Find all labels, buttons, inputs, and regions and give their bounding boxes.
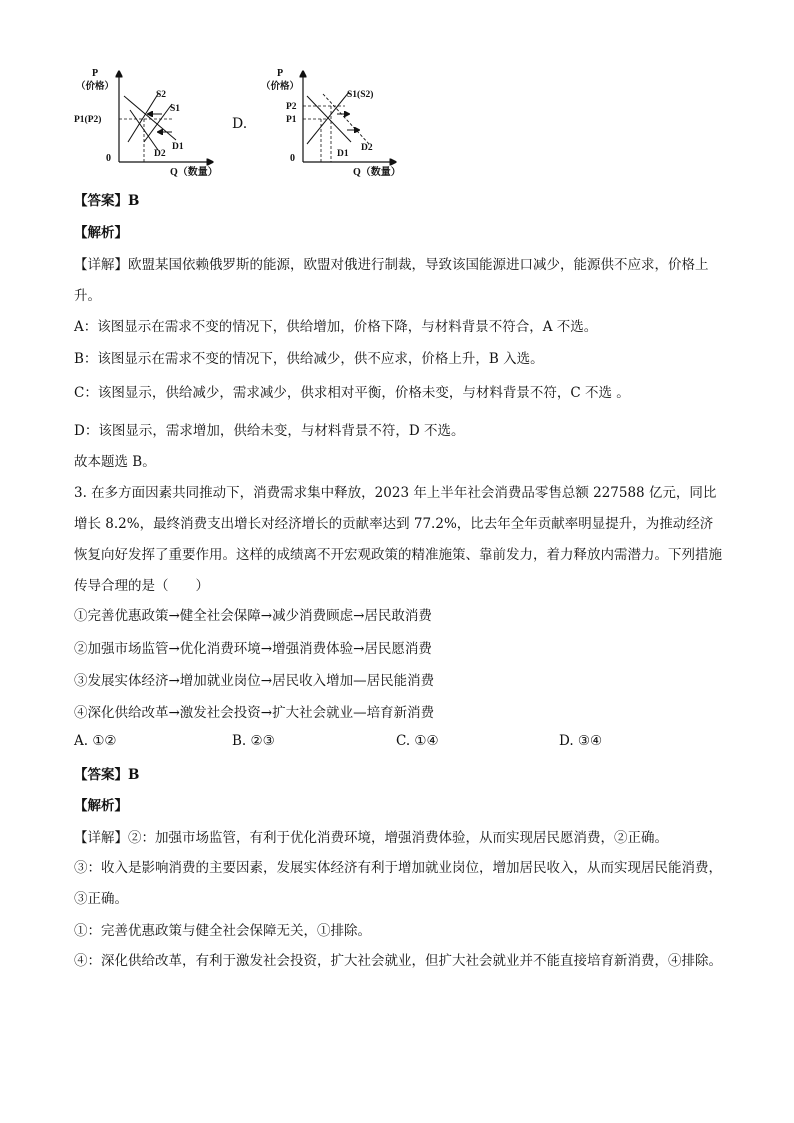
q3-options-row (74, 733, 724, 753)
label-s2: S2 (156, 90, 167, 100)
q2-option-a: A：该图显示在需求不变的情况下，供给增加，价格下降，与材料背景不符合，A 不选。 (74, 319, 598, 335)
price-low-label: P1 (286, 115, 297, 125)
q3-stem: 3. 在多方面因素共同推动下，消费需求集中释放，2023 年上半年社会消费品零售总额 227588 亿元，同比增长 8.2%，最终消费支出增长对经济增长的贡献率达到 77.2%，比去年全年贡献率明显提升，为推动经济恢复向好发挥了重要作用。这样的成绩离不开宏观政策的精准施策、靠前发力，着力释放内需潜力。下列措施传导合理的是（ ） (74, 485, 722, 594)
q3-detail-4: ④：深化供给改革，有利于激发社会投资，扩大社会就业，但扩大社会就业并不能直接培育新消费，④排除。 (74, 953, 722, 969)
supply-demand-graph-c (72, 64, 232, 182)
supply-demand-graph-d (255, 64, 405, 182)
q3-option-c: C. ①④ (396, 733, 439, 749)
label-s: S1(S2) (347, 90, 374, 100)
q3-item-4: ④深化供给改革→激发社会投资→扩大社会就业—培育新消费 (74, 705, 435, 721)
price-high-label: P2 (286, 102, 297, 112)
origin-label: 0 (290, 153, 295, 164)
q3-item-3: ③发展实体经济→增加就业岗位→居民收入增加—居民能消费 (74, 673, 435, 689)
q3-detail-3: ①：完善优惠政策与健全社会保障无关，①排除。 (74, 923, 371, 939)
curve-s2 (128, 94, 158, 142)
origin-label: 0 (106, 153, 111, 164)
q2-option-b: B：该图显示在需求不变的情况下，供给减少，供不应求，价格上升，B 入选。 (74, 351, 544, 367)
q2-conclusion: 故本题选 B。 (74, 454, 156, 470)
q2-option-c: C：该图显示，供给减少，需求减少，供求相对平衡，价格未变，与材料背景不符，C 不选 。 (74, 385, 630, 401)
q2-analysis-heading: 【解析】 (74, 225, 128, 241)
q2-answer: 【答案】B (74, 193, 140, 209)
p-axis-label: P (92, 68, 99, 79)
label-d1: D1 (337, 149, 349, 159)
label-d1: D1 (172, 142, 184, 152)
q3-item-2: ②加强市场监管→优化消费环境→增强消费体验→居民愿消费 (74, 641, 432, 657)
q2-detail: 【详解】欧盟某国依赖俄罗斯的能源，欧盟对俄进行制裁，导致该国能源进口减少，能源供不应求，价格上升。 (74, 257, 709, 304)
label-d2: D2 (154, 149, 166, 159)
option-d-letter: D. (232, 116, 248, 132)
p-unit-label: （价格） (261, 82, 300, 92)
q2-option-d: D：该图显示，需求增加，供给未变，与材料背景不符，D 不选。 (74, 423, 465, 439)
q3-option-a: A. ①② (74, 733, 117, 749)
q3-analysis-heading: 【解析】 (74, 798, 128, 814)
q3-detail-1: 【详解】②：加强市场监管，有利于优化消费环境，增强消费体验，从而实现居民愿消费，②正确。 (74, 830, 668, 846)
q-axis-label: Q（数量） (170, 167, 218, 178)
price-label: P1(P2) (74, 115, 102, 125)
q-axis-label: Q（数量） (353, 167, 401, 178)
q3-detail-2: ③：收入是影响消费的主要因素，发展实体经济有利于增加就业岗位，增加居民收入，从而实现居民能消费，③正确。 (74, 860, 722, 907)
p-axis-label: P (277, 68, 284, 79)
q3-option-d: D. ③④ (559, 733, 603, 749)
label-s1: S1 (170, 104, 181, 114)
q3-option-b: B. ②③ (232, 733, 275, 749)
q3-answer: 【答案】B (74, 767, 140, 783)
p-unit-label: （价格） (76, 82, 115, 92)
label-d2: D2 (361, 143, 373, 153)
q3-item-1: ①完善优惠政策→健全社会保障→减少消费顾虑→居民敢消费 (74, 608, 432, 624)
